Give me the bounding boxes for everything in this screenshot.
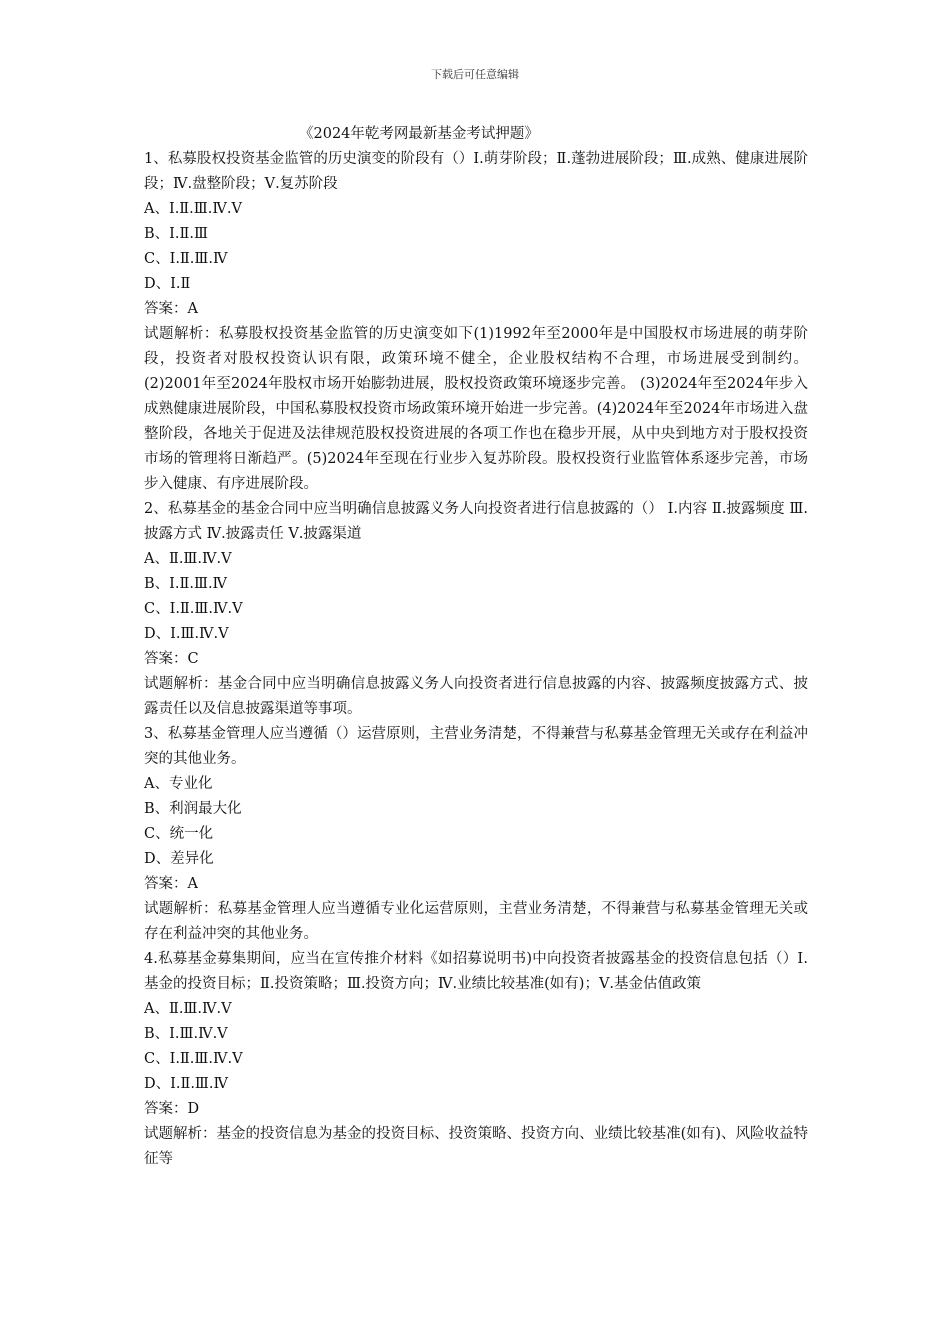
option-b: B、Ⅰ.Ⅱ.Ⅲ	[144, 226, 208, 242]
question-stem: 4.私募基金募集期间，应当在宣传推介材料《如招募说明书)中向投资者披露基金的投资信息包括（）Ⅰ.基金的投资目标；Ⅱ.投资策略；Ⅲ.投资方向；Ⅳ.业绩比较基准(如有)；Ⅴ.基金估值政策	[144, 951, 808, 992]
option-d: D、Ⅰ.Ⅱ.Ⅲ.Ⅳ	[144, 1076, 229, 1092]
answer: 答案：A	[144, 301, 198, 317]
analysis: 试题解析：私募股权投资基金监管的历史演变如下(1)1992年至2000年是中国股权市场进展的萌芽阶段，投资者对股权投资认识有限，政策环境不健全，企业股权结构不合理，市场进展受到制约。(2)2001年至2024年股权市场开始膨勃进展，股权投资政策环境逐步完善。 (3)2024年至2024年步入成熟健康进展阶段，中国私募股权投资市场政策环境开始进一步完善。(4)2024年至2024年市场进入盘整阶段，各地关于促进及法律规范股权投资进展的各项工作也在稳步开展，从中央到地方对于股权投资市场的管理将日渐趋严。(5)2024年至现在行业步入复苏阶段。股权投资行业监管体系逐步完善，市场步入健康、有序进展阶段。	[144, 326, 808, 492]
option-c: C、Ⅰ.Ⅱ.Ⅲ.Ⅳ.Ⅴ	[144, 601, 243, 617]
header-note: 下载后可任意编辑	[431, 68, 519, 81]
option-a: A、Ⅱ.Ⅲ.Ⅳ.Ⅴ	[144, 551, 232, 567]
option-a: A、专业化	[144, 776, 213, 792]
question-4	[144, 947, 808, 1172]
option-d: D、Ⅰ.Ⅲ.Ⅳ.Ⅴ	[144, 626, 229, 642]
question-2	[144, 497, 808, 722]
analysis: 试题解析：基金的投资信息为基金的投资目标、投资策略、投资方向、业绩比较基准(如有)、风险收益特征等	[144, 1126, 808, 1167]
document-title: 《2024年乾考网最新基金考试押题》	[299, 126, 539, 142]
answer: 答案：D	[144, 1101, 200, 1117]
option-c: C、统一化	[144, 826, 214, 842]
analysis: 试题解析：私募基金管理人应当遵循专业化运营原则，主营业务清楚，不得兼营与私募基金管理无关或存在利益冲突的其他业务。	[144, 901, 808, 942]
option-d: D、差异化	[144, 851, 214, 867]
question-stem: 1、私募股权投资基金监管的历史演变的阶段有（）Ⅰ.萌芽阶段；Ⅱ.蓬勃进展阶段；Ⅲ.成熟、健康进展阶段；Ⅳ.盘整阶段；Ⅴ.复苏阶段	[144, 151, 808, 192]
question-3	[144, 722, 808, 947]
option-b: B、Ⅰ.Ⅲ.Ⅳ.Ⅴ	[144, 1026, 228, 1042]
answer: 答案：A	[144, 876, 198, 892]
question-stem: 3、私募基金管理人应当遵循（）运营原则，主营业务清楚，不得兼营与私募基金管理无关或存在利益冲突的其他业务。	[144, 726, 808, 767]
option-a: A、Ⅱ.Ⅲ.Ⅳ.Ⅴ	[144, 1001, 232, 1017]
option-c: C、Ⅰ.Ⅱ.Ⅲ.Ⅳ.Ⅴ	[144, 1051, 243, 1067]
answer: 答案：C	[144, 651, 199, 667]
option-d: D、Ⅰ.Ⅱ	[144, 276, 191, 292]
option-c: C、Ⅰ.Ⅱ.Ⅲ.Ⅳ	[144, 251, 228, 267]
document-body	[144, 122, 808, 1172]
option-a: A、Ⅰ.Ⅱ.Ⅲ.Ⅳ.Ⅴ	[144, 201, 242, 217]
question-stem: 2、私募基金的基金合同中应当明确信息披露义务人向投资者进行信息披露的（） Ⅰ.内容 Ⅱ.披露频度 Ⅲ.披露方式 Ⅳ.披露责任 Ⅴ.披露渠道	[144, 501, 808, 542]
question-1	[144, 147, 808, 497]
analysis: 试题解析：基金合同中应当明确信息披露义务人向投资者进行信息披露的内容、披露频度披露方式、披露责任以及信息披露渠道等事项。	[144, 676, 808, 717]
option-b: B、利润最大化	[144, 801, 242, 817]
option-b: B、Ⅰ.Ⅱ.Ⅲ.Ⅳ	[144, 576, 228, 592]
